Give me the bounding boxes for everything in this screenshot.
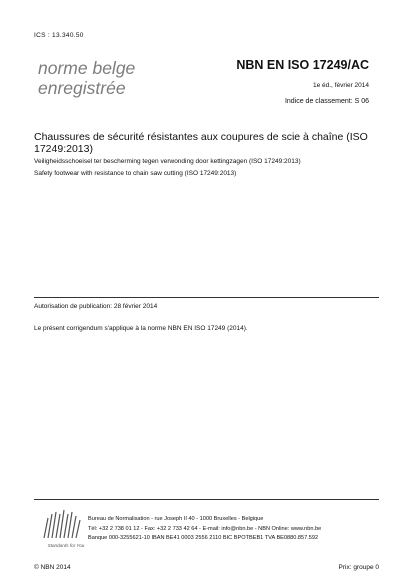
contact-block <box>88 515 321 544</box>
contact-phone-email: Tél: +32 2 738 01 12 - Fax: +32 2 733 42 64 - E-mail: info@nbn.be - NBN Online: www.nbn.be <box>88 525 322 532</box>
title-french: Chaussures de sécurité résistantes aux coupures de scie à chaîne (ISO 17249:2013) <box>34 131 368 155</box>
title-dutch: Veiligheidsschoeisel ter bescherming tegen verwonding door kettingzagen (ISO 17249:2013) <box>34 158 301 165</box>
brand-line-2: enregistrée <box>38 78 126 98</box>
price-group: Prix: groupe 0 <box>338 564 379 571</box>
title-english: Safety footwear with resistance to chain saw cutting (ISO 17249:2013) <box>34 170 237 177</box>
divider-top <box>34 297 379 298</box>
edition-date: 1e éd., février 2014 <box>312 82 369 89</box>
ics-code: ICS : 13.340.50 <box>34 32 84 39</box>
brand-wordmark <box>38 58 198 98</box>
logo-tagline: Standards for You <box>47 543 85 548</box>
corrigendum-note: Le présent corrigendum s'applique à la norme NBN EN ISO 17249 (2014). <box>34 325 248 332</box>
contact-bank: Banque 000-3255621-10 IBAN BE41 0003 2556 2110 BIC BPOTBEB1 TVA BE0880.857.592 <box>88 535 319 541</box>
divider-bottom <box>34 499 379 500</box>
contact-address: Bureau de Normalisation - rue Joseph II 40 - 1000 Bruxelles - Belgique <box>88 516 264 522</box>
brand-line-1: norme belge <box>38 58 136 78</box>
classification-index: Indice de classement: S 06 <box>284 98 369 105</box>
publication-authorization: Autorisation de publication: 28 février 2014 <box>34 303 158 310</box>
copyright: © NBN 2014 <box>34 564 71 571</box>
standard-number: NBN EN ISO 17249/AC <box>236 58 369 72</box>
